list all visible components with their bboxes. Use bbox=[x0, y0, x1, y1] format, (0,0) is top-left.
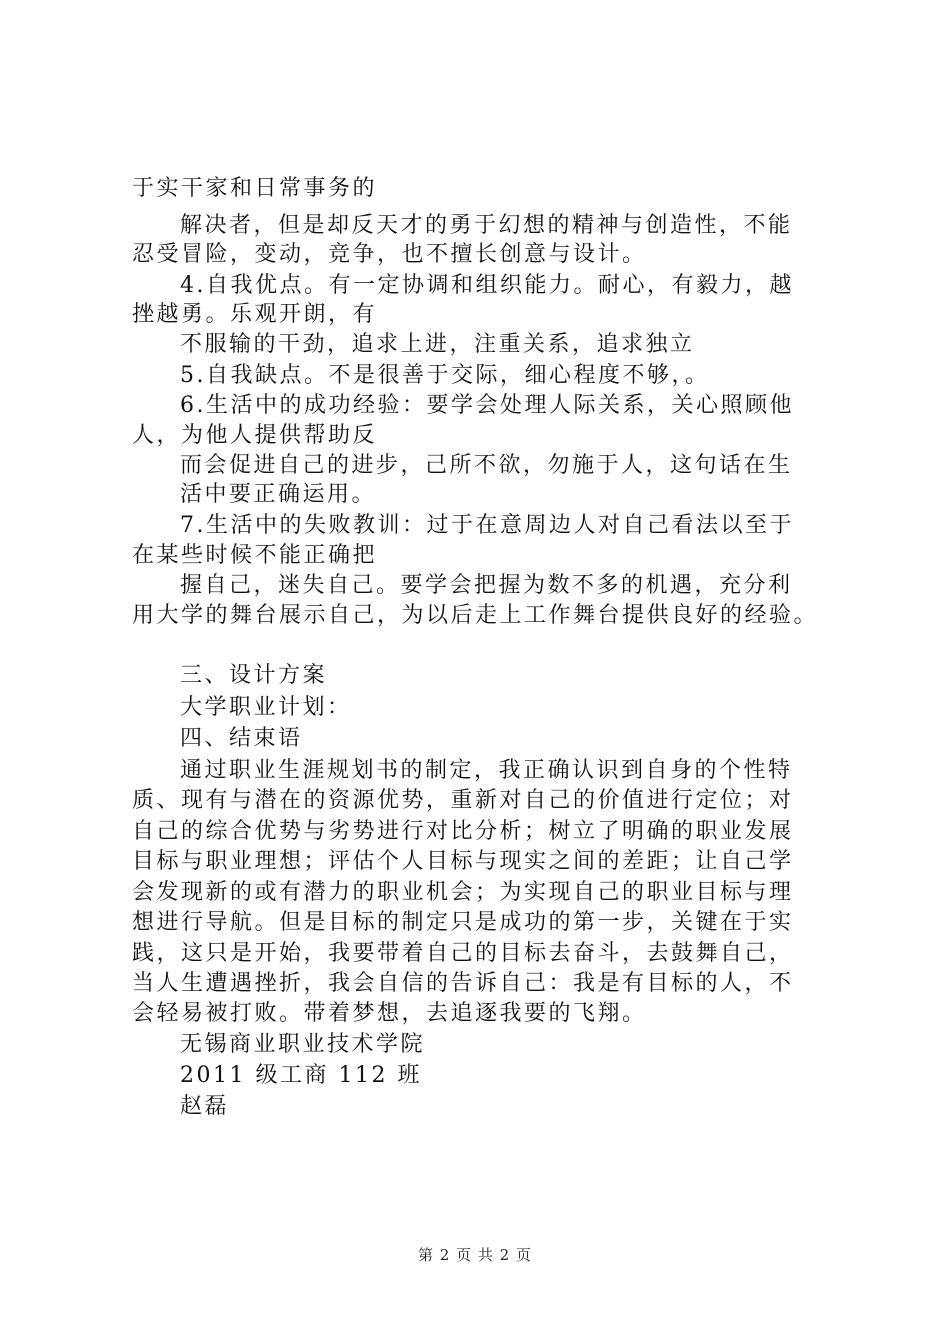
text-line: 7.生活中的失败教训：过于在意周边人对自己看法以至于 bbox=[180, 513, 794, 538]
text-line: 质、现有与潜在的资源优势，重新对自己的价值进行定位；对 bbox=[132, 788, 794, 813]
text-line: 无锡商业职业技术学院 bbox=[180, 1032, 426, 1057]
text-line: 赵磊 bbox=[180, 1094, 230, 1119]
text-line: 5.自我缺点。不是很善于交际，细心程度不够，。 bbox=[180, 363, 710, 388]
text-line: 2011 级工商 112 班 bbox=[180, 1063, 422, 1088]
text-line: 而会促进自己的进步，己所不欲，勿施于人，这句话在生 bbox=[180, 453, 793, 478]
text-line: 会轻易被打败。带着梦想，去追逐我要的飞翔。 bbox=[132, 1001, 647, 1026]
text-line: 想进行导航。但是目标的制定只是成功的第一步，关键在于实 bbox=[132, 910, 794, 935]
text-line: 通过职业生涯规划书的制定，我正确认识到自身的个性特 bbox=[180, 758, 793, 783]
text-line: 自己的综合优势与劣势进行对比分析；树立了明确的职业发展 bbox=[132, 819, 794, 844]
page-footer: 第 2 页 共 2 页 bbox=[418, 1246, 532, 1264]
text-line: 握自己，迷失自己。要学会把握为数不多的机遇，充分利 bbox=[180, 573, 793, 598]
text-line: 不服输的干劲，追求上进，注重关系，追求独立 bbox=[180, 332, 695, 357]
text-line: 践，这只是开始，我要带着自己的目标去奋斗，去鼓舞自己， bbox=[132, 941, 794, 966]
text-line: 活中要正确运用。 bbox=[180, 482, 377, 507]
text-line: 于实干家和日常事务的 bbox=[132, 176, 378, 201]
text-line: 用大学的舞台展示自己，为以后走上工作舞台提供良好的经验。 bbox=[132, 603, 819, 628]
text-line: 目标与职业理想；评估个人目标与现实之间的差距；让自己学 bbox=[132, 849, 794, 874]
text-line: 大学职业计划： bbox=[180, 695, 352, 720]
text-line: 4.自我优点。有一定协调和组织能力。耐心，有毅力，越 bbox=[180, 273, 794, 298]
text-line: 人，为他人提供帮助反 bbox=[132, 423, 378, 448]
text-line: 忍受冒险，变动，竞争，也不擅长创意与设计。 bbox=[132, 242, 647, 267]
text-line: 解决者，但是却反天才的勇于幻想的精神与创造性，不能 bbox=[180, 213, 793, 238]
text-line: 在某些时候不能正确把 bbox=[132, 543, 378, 568]
text-line: 当人生遭遇挫折，我会自信的告诉自己：我是有目标的人，不 bbox=[132, 971, 794, 996]
text-line: 会发现新的或有潜力的职业机会；为实现自己的职业目标与理 bbox=[132, 880, 794, 905]
text-line: 挫越勇。乐观开朗，有 bbox=[132, 302, 378, 327]
text-line: 三、设计方案 bbox=[180, 663, 328, 688]
text-line: 四、结束语 bbox=[180, 726, 303, 751]
text-line: 6.生活中的成功经验：要学会处理人际关系，关心照顾他 bbox=[180, 393, 794, 418]
